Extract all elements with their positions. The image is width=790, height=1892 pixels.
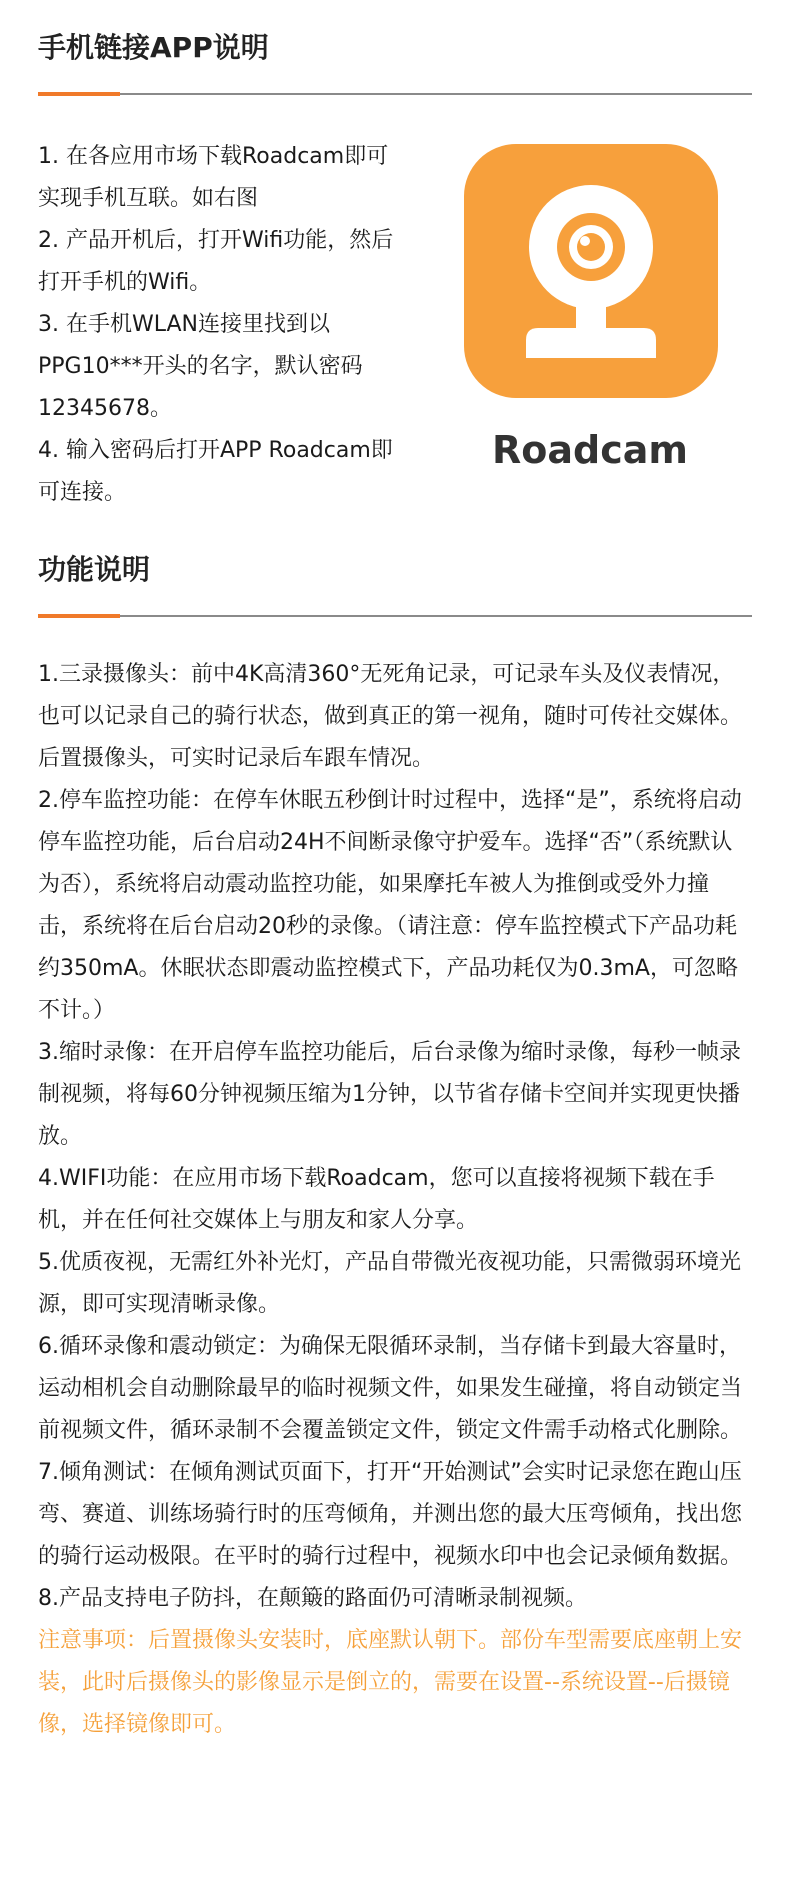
notice-text: 注意事项：后置摄像头安装时，底座默认朝下。部份车型需要底座朝上安装，此时后摄像头的影像显示是倒立的，需要在设置--系统设置--后摄镜像，选择镜像即可。 — [38, 1628, 743, 1737]
section-divider-features — [38, 615, 752, 617]
webcam-icon — [464, 144, 718, 398]
section-title-features: 功能说明 — [38, 553, 151, 586]
feature-item: 3.缩时录像：在开启停车监控功能后，后台录像为缩时录像，每秒一帧录制视频，将每60分钟视频压缩为1分钟，以节省存储卡空间并实现更快播放。 — [38, 1040, 741, 1149]
divider-accent — [38, 92, 120, 96]
feature-item: 8.产品支持电子防抖，在颠簸的路面仍可清晰录制视频。 — [38, 1586, 587, 1611]
feature-item: 7.倾角测试：在倾角测试页面下，打开“开始测试”会实时记录您在跑山压弯、赛道、训练场骑行时的压弯倾角，并测出您的最大压弯倾角，找出您的骑行运动极限。在平时的骑行过程中，视频水印中也会记录倾角数据。 — [38, 1460, 743, 1569]
roadcam-app-icon — [464, 144, 718, 398]
divider-accent — [38, 614, 120, 618]
feature-item: 1.三录摄像头：前中4K高清360°无死角记录，可记录车头及仪表情况，也可以记录自己的骑行状态，做到真正的第一视角，随时可传社交媒体。后置摄像头，可实时记录后车跟车情况。 — [38, 662, 743, 771]
instruction-item: 1. 在各应用市场下载Roadcam即可实现手机互联。如右图 — [38, 144, 389, 211]
section-divider-app — [38, 93, 752, 95]
feature-item: 2.停车监控功能：在停车休眠五秒倒计时过程中，选择“是”，系统将启动停车监控功能，后台启动24H不间断录像守护爱车。选择“否”（系统默认为否），系统将启动震动监控功能，如果摩托车被人为推倒或受外力撞击，系统将在后台启动20秒的录像。（请注意：停车监控模式下产品功耗约350mA。休眠状态即震动监控模式下，产品功耗仅为0.3mA，可忽略不计。） — [38, 788, 742, 1023]
features-list — [38, 654, 752, 1746]
feature-item: 4.WIFI功能：在应用市场下载Roadcam，您可以直接将视频下载在手机，并在任何社交媒体上与朋友和家人分享。 — [38, 1166, 715, 1233]
instruction-item: 2. 产品开机后，打开Wifi功能，然后打开手机的Wifi。 — [38, 228, 394, 295]
feature-item: 6.循环录像和震动锁定：为确保无限循环录制，当存储卡到最大容量时，运动相机会自动删除最早的临时视频文件，如果发生碰撞，将自动锁定当前视频文件，循环录制不会覆盖锁定文件，锁定文件需手动格式化删除。 — [38, 1334, 743, 1443]
instruction-item: 4. 输入密码后打开APP Roadcam即可连接。 — [38, 438, 393, 505]
instruction-item: 3. 在手机WLAN连接里找到以PPG10***开头的名字，默认密码12345678。 — [38, 312, 363, 421]
app-name-label: Roadcam — [492, 428, 688, 472]
section-title-app: 手机链接APP说明 — [38, 31, 269, 64]
feature-item: 5.优质夜视，无需红外补光灯，产品自带微光夜视功能，只需微弱环境光源，即可实现清晰录像。 — [38, 1250, 741, 1317]
app-instructions-list — [38, 136, 408, 514]
